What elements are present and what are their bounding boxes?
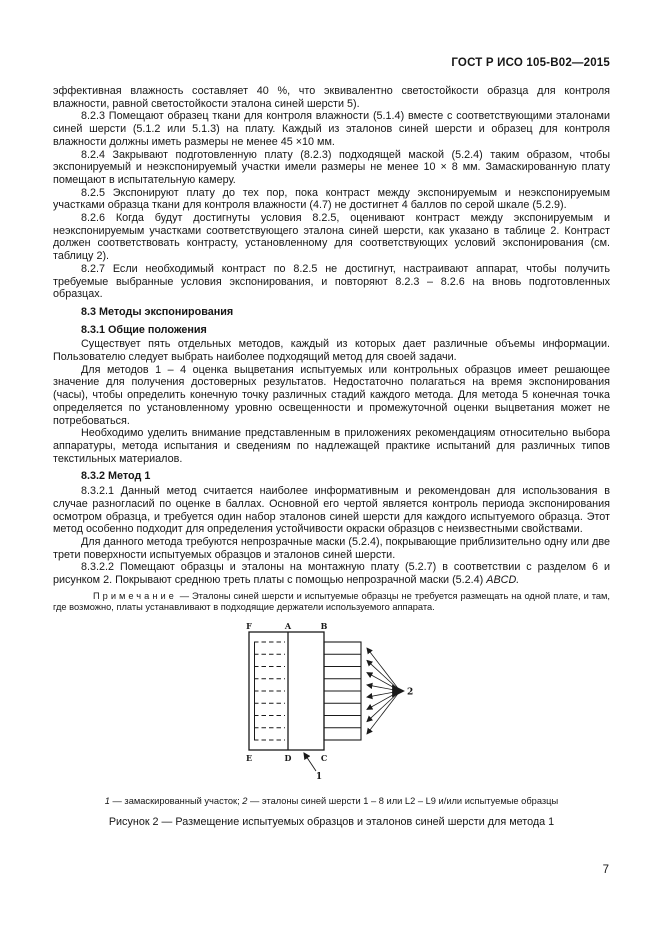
paragraph-methods-overview: Существует пять отдельных методов, каждый из которых дает различные объемы информации. Пользователю следует выбрать наиболее подходящий метод для своей задачи. — [53, 338, 610, 364]
paragraph-8-2-5: 8.2.5 Экспонируют плату до тех пор, пока контраст между экспонируемым и неэкспонируемым участками образца ткани для контроля влажности (4.7) не достигнет 4 баллов по серой шкале (5.2.9). — [53, 186, 610, 212]
callout-1-arrow — [304, 753, 316, 771]
section-heading-8-3: 8.3 Методы экспонирования — [81, 305, 234, 318]
corner-label-e: E — [245, 753, 253, 764]
paragraph-methods-1-4: Для методов 1 – 4 оценка выцветания испытуемых или контрольных образцов имеет решающее значение для получения достоверных результатов. Недостаточно полагаться на время экспонирования (часы), чтобы определить конечную точку различных стадий каждого метода. Для метода 5 конечная точка определяется по установленному уровню освещенности и промежуточной оценки выцветания может не потребоваться. — [53, 363, 610, 427]
corner-label-d: D — [284, 753, 292, 764]
section-heading-8-3-1: 8.3.1 Общие положения — [81, 323, 207, 336]
paragraph-8-3-2-1: 8.3.2.1 Данный метод считается наиболее информативным и рекомендован для использования в случае разногласий по оценке в баллах. Основной его чертой является контроль периода экспонирования осмотром образца, и требуется один набор эталонов синей шерсти для каждого испытуемого образца. Этот метод особенно подходит для определения устойчивости окраски образцов с неизвестными свойствами. — [53, 485, 610, 536]
paragraph-8-3-2-2-text: 8.3.2.2 Помещают образцы и эталоны на монтажную плату (5.2.7) в соответствии с разделом 6 и рисунком 2. Покрывают среднюю треть платы с помощью непрозрачной маски (5.2.4) — [53, 561, 610, 587]
legend-key-1: 1 — [104, 796, 110, 807]
note-block — [53, 591, 610, 613]
callout-2-label: 2 — [407, 687, 414, 698]
note-text: Эталоны синей шерсти и испытуемые образцы не требуется размещать на одной плате, и там, где возможно, платы устанавливают в подходящие держатели используемого аппарата. — [53, 590, 611, 612]
page-number: 7 — [602, 864, 609, 876]
note-label: Примечание — [93, 590, 177, 601]
figure-2-diagram — [240, 622, 440, 787]
paragraph-8-2-6: 8.2.6 Когда будут достигнуты условия 8.2.5, оценивают контраст между экспонируемым и неэкспонируемым участками соответствующего эталона синей шерсти, как указано в таблице 2. Контраст должен соответствовать контрасту, установленному для соответствующих условий экспонирования (см. таблицу 2). — [53, 212, 610, 263]
paragraph-8-2-4: 8.2.4 Закрывают подготовленную плату (8.2.3) подходящей маской (5.2.4) таким образом, чтобы экспонируемый и неэкспонируемый участки имели размеры не менее 10 × 8 мм. Замаскированную плату помещают в испытательную камеру. — [53, 148, 610, 186]
document-title: ГОСТ Р ИСО 105-В02—2015 — [451, 57, 610, 69]
section-heading-8-3-2: 8.3.2 Метод 1 — [81, 470, 151, 483]
blue-wool-strips — [324, 642, 361, 740]
mask-abcd-designation: ABCD. — [486, 574, 520, 587]
figure-legend — [53, 796, 610, 807]
corner-label-a: A — [284, 621, 292, 632]
masked-area-dashed-rows — [254, 642, 285, 740]
legend-text-2: — эталоны синей шерсти 1 – 8 или L2 – L9 и/или испытуемые образцы — [247, 796, 559, 807]
legend-key-2: 2 — [242, 796, 248, 807]
paragraph-8-3-2-2 — [53, 561, 610, 586]
plate-outline-rect — [249, 632, 324, 750]
page-content — [53, 57, 610, 840]
plate-arrangement-drawing — [240, 622, 435, 787]
note-dash: — — [176, 590, 192, 601]
figure-caption: Рисунок 2 — Размещение испытуемых образцов и эталонов синей шерсти для метода 1 — [108, 816, 555, 829]
paragraph-appendix-recommendations: Необходимо уделить внимание представленным в приложениях рекомендациям относительно выбора аппаратуры, метода испытания и сведениям по надлежащей практике испытаний для различных типов текстильных материалов. — [53, 427, 610, 465]
paragraph-continuation: эффективная влажность составляет 40 %, что эквивалентно светостойкости образца для контроля влажности, равной светостойкости эталона синей шерсти 5). — [53, 85, 610, 110]
paragraph-8-2-7: 8.2.7 Если необходимый контраст по 8.2.5 не достигнут, настраивают аппарат, чтобы получить требуемые выбранные условия экспонирования, и повторяют 8.2.3 – 8.2.6 на вновь подготовленных образцах. — [53, 262, 610, 301]
paragraph-masks-requirement: Для данного метода требуются непрозрачные маски (5.2.4), покрывающие приблизительно одну или две трети поверхности испытуемых образцов и эталонов синей шерсти. — [53, 535, 610, 561]
corner-label-b: B — [320, 621, 328, 632]
legend-text-1: — замаскированный участок; — [109, 796, 243, 807]
corner-label-f: F — [246, 621, 252, 632]
paragraph-8-2-3: 8.2.3 Помещают образец ткани для контроля влажности (5.1.4) вместе с соответствующими эталонами синей шерсти (5.1.2 или 5.1.3) на плату. Каждый из эталонов синей шерсти и образец для контроля влажности должны иметь размеры не менее 45 ×10 мм. — [53, 110, 610, 148]
callout-1-label: 1 — [315, 772, 323, 783]
corner-label-c: C — [320, 753, 328, 764]
